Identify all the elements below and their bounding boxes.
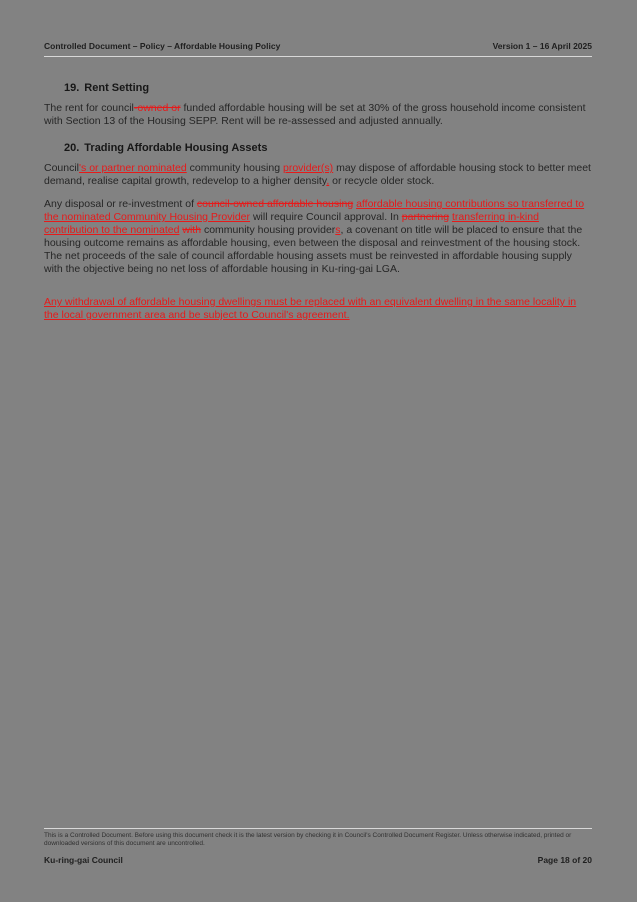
inserted-text: 's or partner nominated xyxy=(79,162,187,174)
deleted-text: council-owned affordable housing xyxy=(196,198,354,210)
section-title: Rent Setting xyxy=(84,82,150,94)
footer-disclaimer: This is a Controlled Document. Before using this document check it is the latest version by checking it in Council's Controlled Document Register. Unless otherwise indicated, printed or downloaded versions of this document are uncontrolled. xyxy=(44,832,572,847)
text-run: will require Council approval. In xyxy=(250,211,402,223)
text-run: Any disposal or re-investment of xyxy=(44,198,197,210)
inserted-text: s xyxy=(335,224,341,236)
deleted-text: -owned or xyxy=(133,102,181,114)
section-heading xyxy=(64,82,592,95)
text-run: Council xyxy=(44,162,80,174)
inserted-text: , xyxy=(326,175,330,187)
section-number: 19. xyxy=(64,82,80,94)
page-footer xyxy=(44,855,592,865)
inserted-text: affordable housing contributions so transferred to the nominated Community Housing Provider xyxy=(44,198,585,223)
paragraph xyxy=(44,296,592,322)
text-run: may dispose of affordable housing stock to better meet demand, realise capital growth, redevelop to a higher density xyxy=(44,162,591,187)
text-run: The rent for council xyxy=(44,102,134,114)
paragraph xyxy=(44,102,592,128)
text-run: or recycle older stock. xyxy=(329,175,435,187)
section-heading xyxy=(64,142,592,155)
footer-page-number: Page 18 of 20 xyxy=(537,855,592,865)
inserted-text: transferring in-kind contribution to the nominated xyxy=(44,211,539,236)
footer-organisation: Ku-ring-gai Council xyxy=(44,855,123,865)
paragraph xyxy=(44,198,592,276)
text-run: , a covenant on title will be placed to ensure that the housing outcome remains as affordable housing, even between the disposal and reinvestment of the housing stock. The net proceeds of the sale of council affordable housing assets must be reinvested in affordable housing supply with the objective being no net loss of affordable housing in Ku-ring-gai LGA. xyxy=(44,224,583,275)
inserted-text: Any withdrawal of affordable housing dwellings must be replaced with an equivalent dwelling in the same locality in the local government area and be subject to Council's agreement. xyxy=(44,296,577,321)
inserted-text: provider(s) xyxy=(282,162,334,174)
footer-rule xyxy=(44,828,592,829)
header-rule xyxy=(44,56,592,57)
deleted-text: with xyxy=(182,224,202,236)
page-header xyxy=(44,41,592,51)
text-run: community housing xyxy=(186,162,283,174)
text-run: community housing provider xyxy=(201,224,336,236)
section-title: Trading Affordable Housing Assets xyxy=(84,142,268,154)
header-version: Version 1 – 16 April 2025 xyxy=(492,41,592,51)
document-body xyxy=(44,82,592,332)
section-number: 20. xyxy=(64,142,80,154)
deleted-text: partnering xyxy=(401,211,450,223)
text-run: funded affordable housing will be set at 30% of the gross household income consistent with Section 13 of the Housing SEPP. Rent will be re-assessed and adjusted annually. xyxy=(44,102,586,127)
paragraph xyxy=(44,162,592,188)
header-document-title: Controlled Document – Policy – Affordable Housing Policy xyxy=(44,41,281,51)
